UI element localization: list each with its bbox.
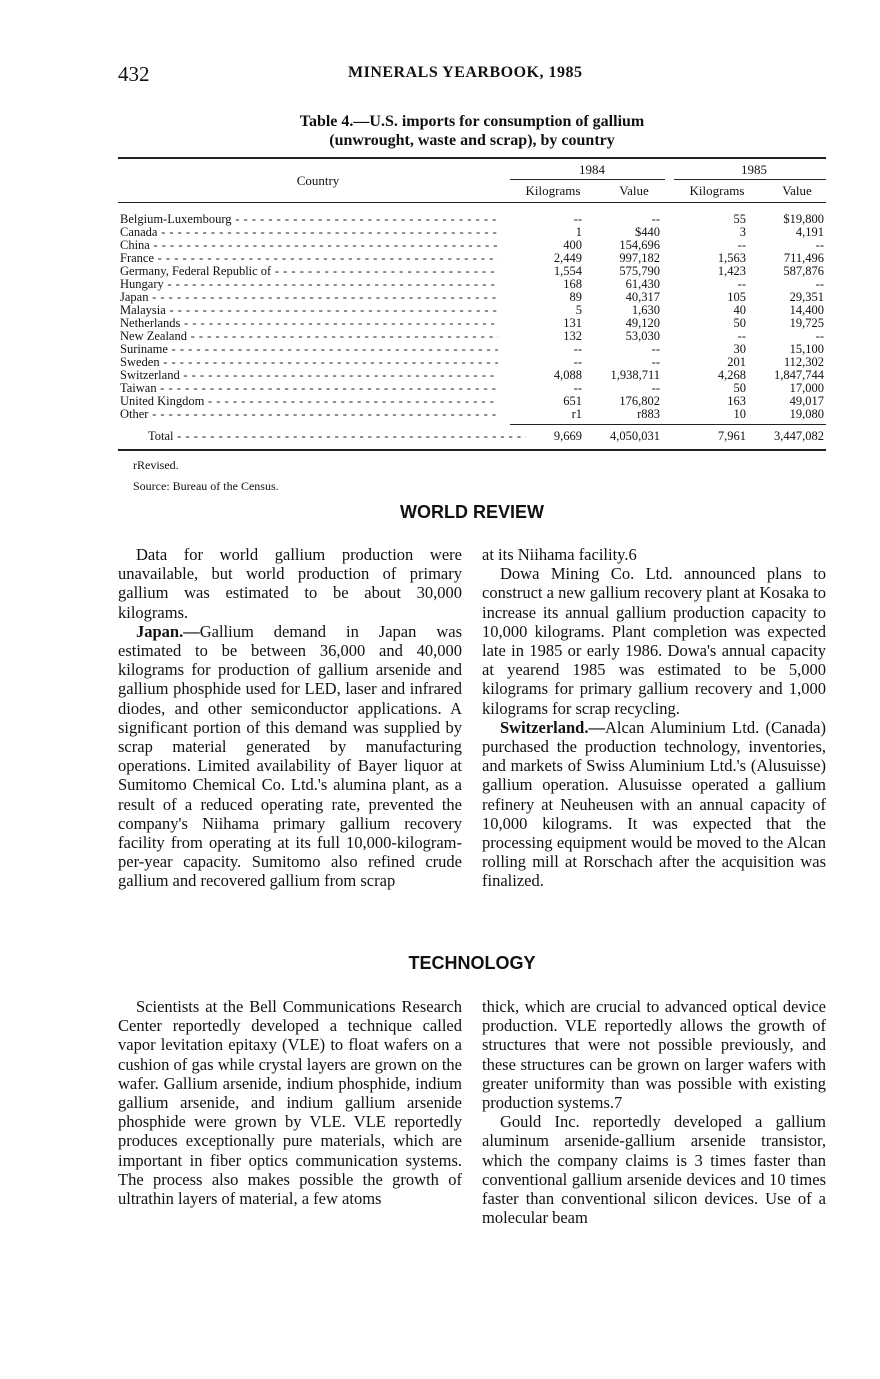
- value-1985-cell: 711,496: [783, 251, 824, 265]
- value-1984-total: 4,050,031: [610, 429, 660, 443]
- country-cell: New Zealand - - -: [120, 330, 498, 343]
- value-1985-cell: 19,725: [789, 316, 824, 330]
- footnote-revised: rRevised.: [133, 458, 179, 472]
- table-row: [118, 408, 826, 421]
- value-1985-cell: 1,847,744: [774, 368, 824, 382]
- value-1984-cell: --: [651, 212, 660, 226]
- value-1985-total: 3,447,082: [774, 429, 824, 443]
- country-cell: Canada - - -: [120, 226, 498, 239]
- kg-1985-cell: 4,268: [717, 368, 746, 382]
- paragraph: Gould Inc. reportedly developed a gallium aluminum arsenide-gallium arsenide transistor, which the company claims is 3 times faster than conventional gallium arsenide devices and 10 times faster than conventional silicon devices. Use of a molecular beam: [482, 1112, 826, 1228]
- table-row: [118, 369, 826, 382]
- country-cell: Switzerland - - -: [120, 369, 498, 382]
- value-1984-cell: $440: [635, 225, 660, 239]
- year-1984-header: 1984: [579, 162, 605, 177]
- kg-1985-cell: 3: [739, 225, 746, 239]
- table-bottom-rule: [118, 449, 826, 451]
- country-cell: China - - -: [120, 239, 498, 252]
- value-1984-header: Value: [619, 183, 649, 198]
- value-1985-cell: --: [815, 329, 824, 343]
- table-title-line1: Table 4.—U.S. imports for consumption of gallium: [299, 113, 645, 130]
- kg-1985-cell: 201: [727, 355, 746, 369]
- value-1985-cell: 19,080: [789, 407, 824, 421]
- table-row: [118, 395, 826, 408]
- value-1985-cell: 14,400: [789, 303, 824, 317]
- country-cell: Germany, Federal Republic of - - -: [120, 265, 498, 278]
- kg-1985-cell: 163: [727, 394, 746, 408]
- value-1985-cell: 587,876: [783, 264, 824, 278]
- country-cell: Suriname - - -: [120, 343, 498, 356]
- footnote-source: Source: Bureau of the Census.: [133, 479, 279, 493]
- kg-1984-cell: 89: [569, 290, 582, 304]
- kg-1984-cell: 1: [575, 225, 582, 239]
- kg-1984-cell: r1: [571, 407, 582, 421]
- kg-1985-total: 7,961: [717, 429, 746, 443]
- kg-1985-cell: 50: [733, 316, 746, 330]
- table-row: [118, 330, 826, 343]
- technology-heading: TECHNOLOGY: [408, 953, 536, 973]
- table-row: [118, 213, 826, 226]
- table-row: [118, 343, 826, 356]
- kg-1985-cell: --: [737, 277, 746, 291]
- table-row: [118, 278, 826, 291]
- value-1984-cell: 575,790: [619, 264, 660, 278]
- kg-1984-cell: 400: [563, 238, 582, 252]
- paragraph: thick, which are crucial to advanced optical device production. VLE reportedly allows the growth of structures that were not possible previously, and these structures can be grown on larger wafers with greater uniformity than was possible with existing production systems.7: [482, 997, 826, 1113]
- country-cell: Malaysia - - -: [120, 304, 498, 317]
- kg-1985-cell: 1,423: [717, 264, 746, 278]
- paragraph: Data for world gallium production were unavailable, but world production of primary gallium was estimated to be about 30,000 kilograms.: [118, 545, 462, 622]
- kg-1985-cell: --: [737, 238, 746, 252]
- value-1985-cell: 112,302: [783, 355, 824, 369]
- kg-1984-cell: 4,088: [553, 368, 582, 382]
- technology-left-column: [118, 997, 462, 1208]
- value-1985-cell: 29,351: [789, 290, 824, 304]
- kg-1984-cell: --: [573, 212, 582, 226]
- kg-1985-cell: 1,563: [717, 251, 746, 265]
- year-1985-rule: [674, 179, 826, 180]
- value-1984-cell: 40,317: [625, 290, 660, 304]
- kg-1984-header: Kilograms: [525, 183, 581, 198]
- value-1984-cell: 1,938,711: [610, 368, 660, 382]
- paragraph-lead: Switzerland.—: [500, 717, 605, 737]
- year-1984-rule: [510, 179, 665, 180]
- table-top-rule: [118, 157, 826, 159]
- country-cell: Belgium-Luxembourg - - -: [120, 213, 498, 226]
- kg-1985-header: Kilograms: [689, 183, 745, 198]
- paragraph-text: Gallium demand in Japan was estimated to be between 36,000 and 40,000 kilograms for production of gallium arsenide and gallium phosphide used for LED, laser and infrared diodes, and other semiconductor applications. A significant portion of this demand was supplied by scrap material generated by manufacturing operations. Limited availability of Bayer liquor at Sumitomo Chemical Co. Ltd.'s alumina plant, as a result of a reduced operating rate, prevented the company's Niihama primary gallium recovery facility from operating at its full 10,000-kilogram-per-year capacity. Sumitomo also refined crude gallium and recovered gallium from scrap: [118, 621, 462, 891]
- value-1985-cell: 49,017: [789, 394, 824, 408]
- paragraph: [118, 622, 462, 891]
- value-1985-cell: --: [815, 238, 824, 252]
- value-1984-cell: 53,030: [625, 329, 660, 343]
- page-number: 432: [118, 62, 150, 86]
- value-1984-cell: 61,430: [625, 277, 660, 291]
- table-title-line2: (unwrought, waste and scrap), by country: [329, 132, 615, 149]
- paragraph-text: Alcan Aluminium Ltd. (Canada) purchased the production technology, inventories, and markets of Swiss Aluminium Ltd.'s (Alusuisse) gallium operation. Alusuisse operated a gallium refinery at Neuheusen with an annual capacity of 10,000 kilograms. It was expected that the processing equipment would be moved to the Alcan rolling mill at Rorschach after the acquisition was finalized.: [482, 717, 826, 891]
- table-row: [118, 226, 826, 239]
- table-title: [118, 112, 826, 150]
- country-header: Country: [296, 173, 340, 188]
- kg-1985-cell: 50: [733, 381, 746, 395]
- paragraph: Dowa Mining Co. Ltd. announced plans to construct a new gallium recovery plant at Kosaka to increase its annual gallium production capacity to 10,000 kilograms. Plant completion was expected late in 1985 or early 1986. Dowa's annual capacity at yearend 1985 was estimated to be 5,000 kilograms for primary gallium recovery and 1,000 kilograms for scrap recycling.: [482, 564, 826, 718]
- value-1984-cell: 176,802: [619, 394, 660, 408]
- value-1984-cell: 1,630: [631, 303, 660, 317]
- running-title: MINERALS YEARBOOK, 1985: [348, 64, 583, 81]
- value-1985-cell: 17,000: [789, 381, 824, 395]
- value-1985-cell: --: [815, 277, 824, 291]
- kg-1984-cell: --: [573, 381, 582, 395]
- country-cell: Sweden - - -: [120, 356, 498, 369]
- value-1985-cell: $19,800: [783, 212, 824, 226]
- table-row: [118, 304, 826, 317]
- total-rule: [510, 424, 826, 425]
- value-1984-cell: 154,696: [619, 238, 660, 252]
- kg-1984-cell: 5: [575, 303, 582, 317]
- kg-1985-cell: 105: [727, 290, 746, 304]
- world-review-heading: WORLD REVIEW: [400, 502, 544, 522]
- table-row: [118, 382, 826, 395]
- value-1984-cell: 49,120: [625, 316, 660, 330]
- technology-right-column: [482, 997, 826, 1227]
- table-row: [118, 265, 826, 278]
- kg-1984-cell: 132: [563, 329, 582, 343]
- paragraph-lead: Japan.—: [136, 621, 200, 641]
- country-cell: Hungary - - -: [120, 278, 498, 291]
- value-1985-cell: 15,100: [789, 342, 824, 356]
- world-review-right-column: [482, 545, 826, 891]
- kg-1985-cell: 55: [733, 212, 746, 226]
- table-row: [118, 291, 826, 304]
- value-1984-cell: --: [651, 342, 660, 356]
- world-review-left-column: [118, 545, 462, 891]
- country-cell: Taiwan - - -: [120, 382, 498, 395]
- kg-1984-cell: --: [573, 355, 582, 369]
- paragraph: [482, 718, 826, 891]
- value-1985-header: Value: [782, 183, 812, 198]
- kg-1985-cell: 10: [733, 407, 746, 421]
- total-label: Total - - -: [148, 430, 526, 443]
- kg-1984-cell: 1,554: [553, 264, 582, 278]
- table-total-row: [118, 430, 826, 443]
- country-cell: France - - -: [120, 252, 498, 265]
- value-1984-cell: 997,182: [619, 251, 660, 265]
- page-header: [118, 62, 818, 88]
- country-cell: Other - - -: [120, 408, 498, 421]
- kg-1984-cell: 168: [563, 277, 582, 291]
- table-row: [118, 317, 826, 330]
- kg-1984-total: 9,669: [553, 429, 582, 443]
- kg-1985-cell: 40: [733, 303, 746, 317]
- year-1985-header: 1985: [741, 162, 767, 177]
- kg-1984-cell: 131: [563, 316, 582, 330]
- country-cell: Japan - - -: [120, 291, 498, 304]
- country-cell: Netherlands - - -: [120, 317, 498, 330]
- kg-1985-cell: 30: [733, 342, 746, 356]
- value-1984-cell: --: [651, 381, 660, 395]
- paragraph: at its Niihama facility.6: [482, 545, 637, 564]
- kg-1984-cell: 651: [563, 394, 582, 408]
- value-1985-cell: 4,191: [795, 225, 824, 239]
- paragraph: Scientists at the Bell Communications Research Center reportedly developed a technique called vapor levitation epitaxy (VLE) to float wafers on a cushion of gas while crystal layers are grown on the wafer. Gallium arsenide, indium phosphide, indium gallium arsenide, and indium gallium arsenide phosphide were grown by VLE. VLE reportedly produces exceptionally pure materials, which are important in fiber optics communication systems. The process also makes possible the growth of ultrathin layers of material, a few atoms: [118, 997, 462, 1209]
- table-header-rule: [118, 202, 826, 203]
- kg-1984-cell: 2,449: [553, 251, 582, 265]
- value-1984-cell: r883: [637, 407, 660, 421]
- kg-1985-cell: --: [737, 329, 746, 343]
- value-1984-cell: --: [651, 355, 660, 369]
- country-cell: United Kingdom - - -: [120, 395, 498, 408]
- kg-1984-cell: --: [573, 342, 582, 356]
